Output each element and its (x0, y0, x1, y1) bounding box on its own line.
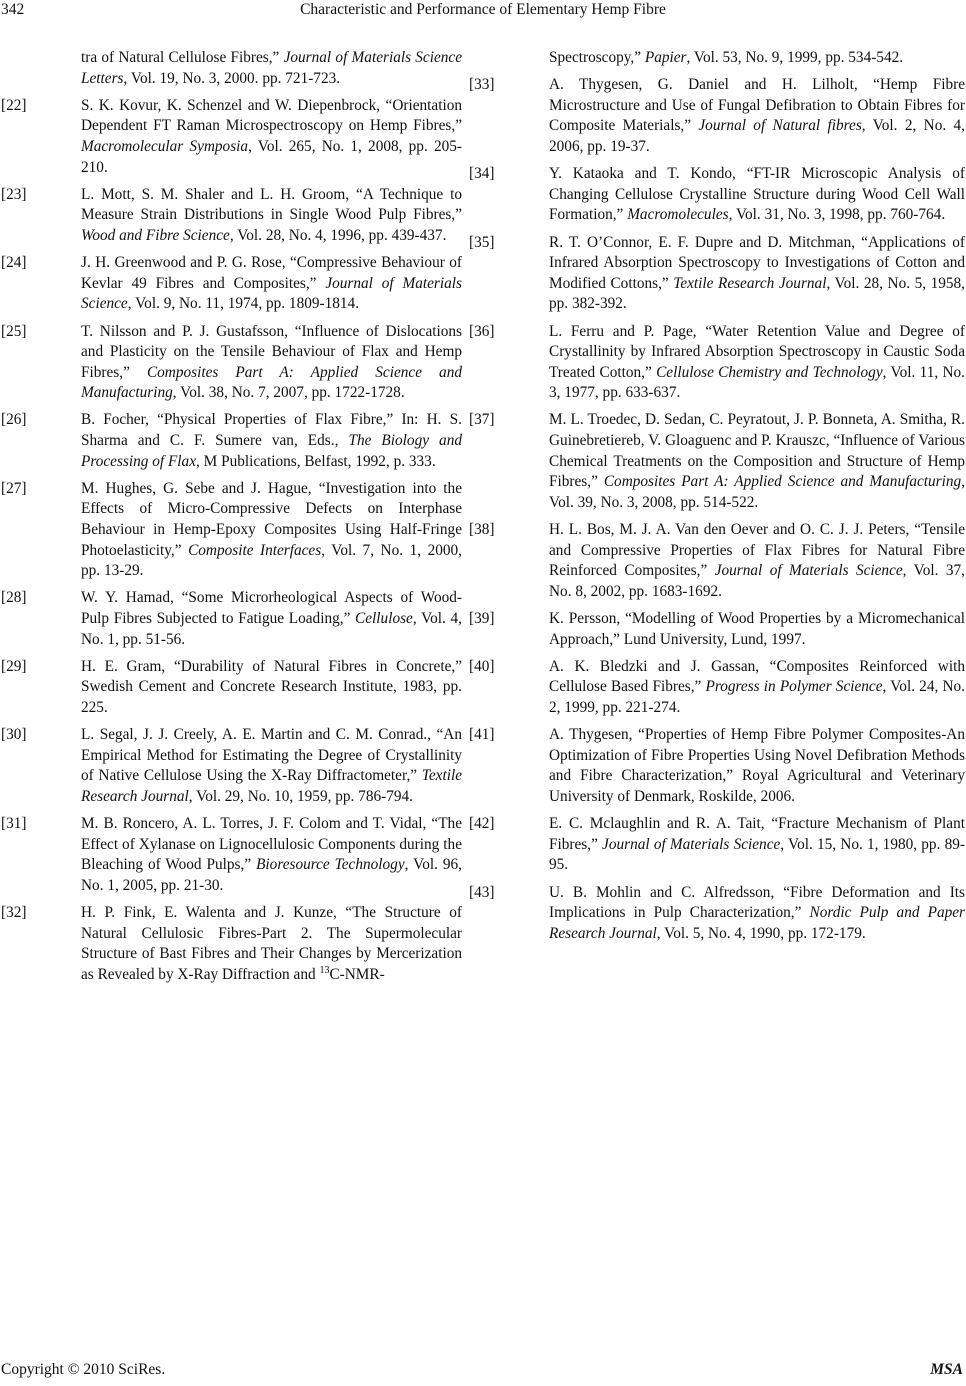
reference-text: M. L. Troedec, D. Sedan, C. Peyratout, J. P. Bonneta, A. Smitha, R. Guinebretiereb, V. Gloaguenc and P. Krauszc, “Influence of Various Chemical Treatments on the Composition and Structure of Hemp Fibres,” (549, 411, 965, 491)
reference-number: [37] (469, 411, 495, 429)
journal-name: Wood and Fibre Science (81, 226, 230, 244)
reference-text: H. E. Gram, “Durability of Natural Fibres in Concrete,” Swedish Cement and Concrete Research Institute, 1983, pp. 225. (81, 657, 462, 716)
reference-continuation (37, 48, 462, 89)
reference-text: A. Thygesen, G. Daniel and H. Lilholt, “Hemp Fibre Microstructure and Use of Fungal Defibration to Obtain Fibres for Composite Materials,” (549, 76, 965, 135)
reference-details: , Vol. 15, No. 1, 1980, pp. 89-95. (549, 835, 965, 874)
reference-number: [36] (469, 322, 495, 340)
reference-details: , Vol. 24, No. 2, 1999, pp. 221-274. (549, 678, 965, 716)
reference-number: [29] (1, 657, 27, 675)
page-header (0, 0, 966, 24)
reference-number: [35] (469, 233, 495, 251)
reference-number: [39] (469, 610, 495, 627)
page-footer (0, 1358, 966, 1382)
reference-text: Y. Kataoka and T. Kondo, “FT-IR Microscopic Analysis of Changing Cellulose Crystalline Structure during Wood Cell Wall Formation,” (549, 165, 965, 224)
reference-number: [34] (469, 165, 495, 183)
reference-details: , Vol. 53, No. 9, 1999, pp. 534-542. (686, 49, 904, 66)
reference-details: , M Publications, Belfast, 1992, p. 333. (196, 452, 436, 470)
reference-number: [28] (1, 589, 27, 607)
journal-name: Nordic Pulp and Paper Research Journal (549, 904, 965, 942)
reference-text: T. Nilsson and P. J. Gustafsson, “Influence of Dislocations and Plasticity on the Tensile Behaviour of Flax and Hemp Fibres,” (81, 322, 462, 381)
reference-details: , Vol. 265, No. 1, 2008, pp. 205-210. (81, 137, 462, 176)
reference-text: W. Y. Hamad, “Some Microrheological Aspects of Wood-Pulp Fibres Subjected to Fatigue Loading,” (81, 589, 462, 627)
journal-name: Bioresource Technology (256, 856, 405, 874)
reference-text: A. K. Bledzki and J. Gassan, “Composites Reinforced with Cellulose Based Fibres,” (549, 657, 965, 696)
reference-details: , Vol. 39, No. 3, 2008, pp. 514-522. (549, 473, 966, 511)
reference-continuation (505, 48, 965, 69)
reference-number: [43] (469, 883, 495, 901)
journal-name: Cellulose (355, 610, 413, 627)
reference-text: U. B. Mohlin and C. Alfredsson, “Fibre Deformation and Its Implications in Pulp Characterization,” (549, 883, 965, 922)
reference-item (469, 725, 965, 807)
reference-details: , Vol. 5, No. 4, 1990, pp. 172-179. (656, 924, 866, 942)
reference-details: C-NMR- (329, 965, 385, 983)
journal-name: Progress in Polymer Science (705, 678, 883, 696)
reference-number: [33] (469, 76, 495, 94)
reference-text: S. K. Kovur, K. Schenzel and W. Diepenbrock, “Orientation Dependent FT Raman Microspectroscopy on Hemp Fibres,” (81, 96, 462, 135)
reference-number: [32] (1, 904, 27, 922)
reference-number: [24] (1, 254, 27, 272)
running-title: Characteristic and Performance of Elementary Hemp Fibre (300, 1, 666, 18)
journal-name: Journal of Materials Science (602, 835, 781, 853)
reference-item (469, 520, 965, 602)
reference-item (469, 814, 965, 876)
journal-name: Macromolecular Symposia (81, 137, 249, 155)
journal-name: Composites Part A: Applied Science and Manufacturing (81, 363, 462, 402)
journal-name: Journal of Materials Science Letters (81, 49, 462, 87)
superscript: 13 (319, 964, 330, 976)
reference-details: , Vol. 11, No. 3, 1977, pp. 633-637. (549, 363, 966, 402)
reference-item (1, 479, 462, 582)
reference-text: M. Hughes, G. Sebe and J. Hague, “Investigation into the Effects of Micro-Compressive Defects on Interphase Behaviour in Hemp-Epoxy Composites Using Half-Fringe Photoelasticity,” (81, 479, 462, 559)
reference-number: [38] (469, 521, 495, 539)
reference-item (469, 883, 965, 945)
reference-details: , Vol. 2, No. 4, 2006, pp. 19-37. (549, 117, 966, 155)
reference-details: , Vol. 96, No. 1, 2005, pp. 21-30. (81, 856, 462, 894)
reference-item (469, 322, 966, 404)
reference-text: L. Ferru and P. Page, “Water Retention Value and Degree of Crystallinity by Infrared Absorption Spectroscopy in Caustic Soda Treated Cotton,” (549, 322, 965, 381)
reference-text: H. P. Fink, E. Walenta and J. Kunze, “The Structure of Natural Cellulosic Fibres-Part 2. The Supermolecular Structure of Bast Fibres and Their Changes by Mercerization as Revealed by X-Ray Diffraction and (81, 904, 462, 983)
reference-number: [22] (1, 96, 27, 114)
reference-text: L. Mott, S. M. Shaler and L. H. Groom, “A Technique to Measure Strain Distributions in Single Wood Pulp Fibres,” (81, 185, 462, 224)
reference-item (1, 253, 462, 315)
journal-name: Journal of Materials Science (81, 274, 462, 313)
reference-text: tra of Natural Cellulose Fibres,” (81, 49, 284, 66)
reference-item (1, 96, 462, 178)
reference-number: [40] (469, 657, 495, 675)
reference-item (1, 903, 462, 985)
journal-name: Macromolecules (627, 206, 729, 224)
reference-text: M. B. Roncero, A. L. Torres, J. F. Colom and T. Vidal, “The Effect of Xylanase on Lignocellulosic Components during the Bleaching of Wood Pulps,” (81, 815, 462, 874)
reference-item (1, 814, 462, 896)
journal-name: Cellulose Chemistry and Technology (656, 363, 883, 381)
reference-text: J. H. Greenwood and P. G. Rose, “Compressive Behaviour of Kevlar 49 Fibres and Composites,” (81, 254, 462, 292)
reference-number: [31] (1, 815, 27, 833)
reference-text: R. T. O’Connor, E. F. Dupre and D. Mitchman, “Applications of Infrared Absorption Spectroscopy to Investigations of Cotton and Modified Cottons,” (549, 233, 965, 292)
reference-number: [23] (1, 185, 27, 203)
page-number: 342 (1, 1, 25, 18)
journal-name: Journal of Materials Science (714, 562, 903, 580)
journal-abbreviation: MSA (930, 1361, 963, 1378)
reference-item (1, 588, 463, 650)
reference-list (469, 75, 966, 944)
reference-list (1, 96, 463, 897)
reference-details: , Vol. 28, No. 5, 1958, pp. 382-392. (549, 274, 966, 313)
reference-details: , Vol. 19, No. 3, 2000. pp. 721-723. (123, 69, 341, 87)
journal-name: Textile Research Journal (81, 767, 462, 805)
reference-item (1, 322, 462, 404)
reference-text: L. Segal, J. J. Creely, A. E. Martin and C. M. Conrad., “An Empirical Method for Estimating the Degree of Crystallinity of Native Cellulose Using the X-Ray Diffractometer,” (81, 726, 462, 785)
left-column (1, 48, 463, 992)
reference-details: , Vol. 7, No. 1, 2000, pp. 13-29. (81, 541, 462, 580)
reference-text: Spectroscopy,” (549, 49, 645, 66)
right-column (469, 48, 966, 951)
reference-item (469, 657, 965, 719)
reference-number: [41] (469, 726, 495, 744)
reference-number: [30] (1, 726, 27, 744)
reference-text: K. Persson, “Modelling of Wood Properties by a Micromechanical Approach,” Lund University, Lund, 1997. (549, 610, 965, 648)
reference-number: [26] (1, 411, 27, 429)
journal-name: Journal of Natural fibres (698, 117, 862, 135)
reference-item (1, 185, 462, 247)
reference-number: [42] (469, 815, 495, 833)
journal-name: The Biology and Processing of Flax (81, 432, 462, 470)
reference-text: E. C. Mclaughlin and R. A. Tait, “Fracture Mechanism of Plant Fibres,” (549, 815, 965, 853)
reference-text: A. Thygesen, “Properties of Hemp Fibre Polymer Composites-An Optimization of Fibre Properties Using Novel Defibration Methods and Fibre Characterization,” Royal Agricultural and Veterinary University of Denmark, Roskilde, 2006. (549, 726, 965, 805)
reference-details: , Vol. 28, No. 4, 1996, pp. 439-437. (229, 226, 447, 244)
journal-name: Composite Interfaces (188, 541, 322, 559)
reference-details: , Vol. 29, No. 10, 1959, pp. 786-794. (188, 787, 413, 805)
journal-name: Textile Research Journal (673, 274, 827, 292)
reference-item (469, 75, 966, 157)
reference-item (469, 609, 965, 650)
reference-item (1, 725, 462, 807)
reference-number: [27] (1, 479, 27, 497)
reference-details: , Vol. 9, No. 11, 1974, pp. 1809-1814. (127, 295, 360, 313)
reference-details: , Vol. 37, No. 8, 2002, pp. 1683-1692. (549, 562, 965, 600)
reference-text: B. Focher, “Physical Properties of Flax Fibre,” In: H. S. Sharma and C. F. Sumere van, Eds., (81, 411, 462, 450)
journal-name: Composites Part A: Applied Science and Manufacturing (603, 473, 962, 491)
copyright-notice: Copyright © 2010 SciRes. (1, 1361, 166, 1378)
reference-item (469, 233, 966, 315)
reference-number: [25] (1, 322, 27, 340)
journal-name: Papier (644, 49, 687, 66)
reference-details: , Vol. 38, No. 7, 2007, pp. 1722-1728. (172, 384, 405, 402)
reference-details: , Vol. 4, No. 1, pp. 51-56. (81, 610, 463, 648)
reference-item (469, 164, 965, 226)
reference-item (469, 410, 966, 513)
reference-text: H. L. Bos, M. J. A. Van den Oever and O. C. J. J. Peters, “Tensile and Compressive Properties of Flax Fibres for Natural Fibre Reinforced Composites,” (549, 521, 965, 580)
reference-details: , Vol. 31, No. 3, 1998, pp. 760-764. (728, 206, 946, 224)
reference-item (1, 657, 462, 719)
reference-item (1, 410, 462, 472)
